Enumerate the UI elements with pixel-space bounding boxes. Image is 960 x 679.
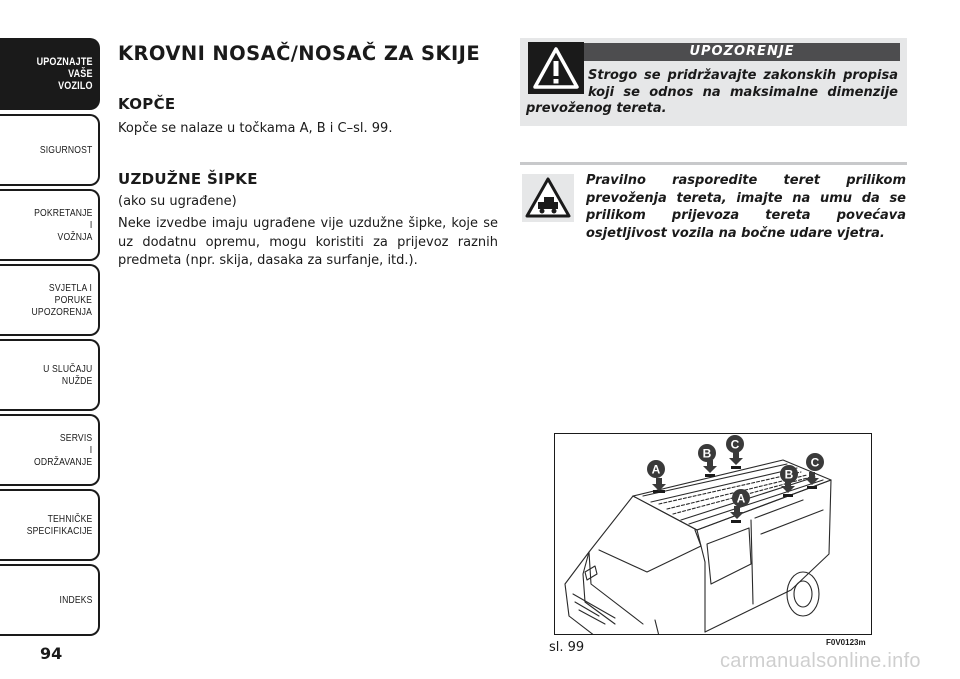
marker-c-top: C (730, 437, 740, 452)
page-title: KROVNI NOSAČ/NOSAČ ZA SKIJE (118, 42, 481, 65)
watermark-text: carmanualsonline.info (720, 650, 921, 672)
rails-subtitle: (ako su ugrađene) (118, 194, 237, 209)
tab-u-slucaju-nuzde[interactable] (0, 339, 100, 411)
tab-servis-i-odrzavanje[interactable] (0, 414, 100, 486)
tab-label: U SLUČAJU NUŽDE (42, 363, 93, 387)
marker-a-bottom: A (736, 491, 746, 506)
tab-label: SERVIS I ODRŽAVANJE (34, 432, 93, 468)
figure-roof-rack (554, 433, 872, 635)
page-number: 94 (40, 644, 63, 663)
marker-c-bottom: C (810, 455, 820, 470)
clamps-text: Kopče se nalaze u točkama A, B i C–sl. 99. (118, 121, 393, 136)
tab-label: SIGURNOST (39, 144, 93, 156)
clamps-heading: KOPČE (118, 95, 176, 113)
marker-a-top: A (651, 462, 661, 477)
tab-label: TEHNIČKE SPECIFIKACIJE (26, 513, 93, 537)
marker-b-top: B (702, 446, 712, 461)
rails-text: Neke izvedbe imaju ugrađene vije uzdužne šipke, koje se uz dodatnu opremu, mogu koristiti za prijevoz raznih predmeta (npr. skija, dasaka za surfanje, itd.). (118, 216, 498, 268)
figure-caption: sl. 99 (549, 640, 585, 655)
warning-text-container (526, 68, 898, 118)
tab-upoznajte-vase-vozilo[interactable] (0, 38, 100, 110)
load-note-text: Pravilno rasporedite teret prilikom prevoženja tereta, imajte na umu da se prilikom prijevoza tereta povećava osjetljivost vozila na bočne udare vjetra. (586, 173, 906, 241)
tab-svjetla-i-poruke[interactable] (0, 264, 100, 336)
load-warning-icon (522, 174, 574, 222)
note-divider (520, 162, 907, 165)
figure-code: F0V0123m (826, 638, 866, 647)
warning-box (520, 38, 907, 126)
warning-text: Strogo se pridržavajte zakonskih propisa koji se odnos na maksimalne dimenzije prevoženog tereta. (526, 68, 898, 116)
tab-indeks[interactable] (0, 564, 100, 636)
tab-pokretanje-i-voznja[interactable] (0, 189, 100, 261)
tab-label: INDEKS (59, 594, 93, 606)
marker-b-bottom: B (784, 467, 794, 482)
tab-sigurnost[interactable] (0, 114, 100, 186)
warning-header: UPOZORENJE (584, 43, 900, 61)
tab-label: POKRETANJE I VOŽNJA (33, 207, 93, 243)
tab-label: SVJETLA I PORUKE UPOZORENJA (31, 282, 93, 318)
tab-label: UPOZNAJTE VAŠE VOZILO (36, 56, 93, 92)
van-illustration (555, 434, 872, 635)
rails-heading: UZDUŽNE ŠIPKE (118, 170, 258, 188)
tab-tehnicke-specifikacije[interactable] (0, 489, 100, 561)
